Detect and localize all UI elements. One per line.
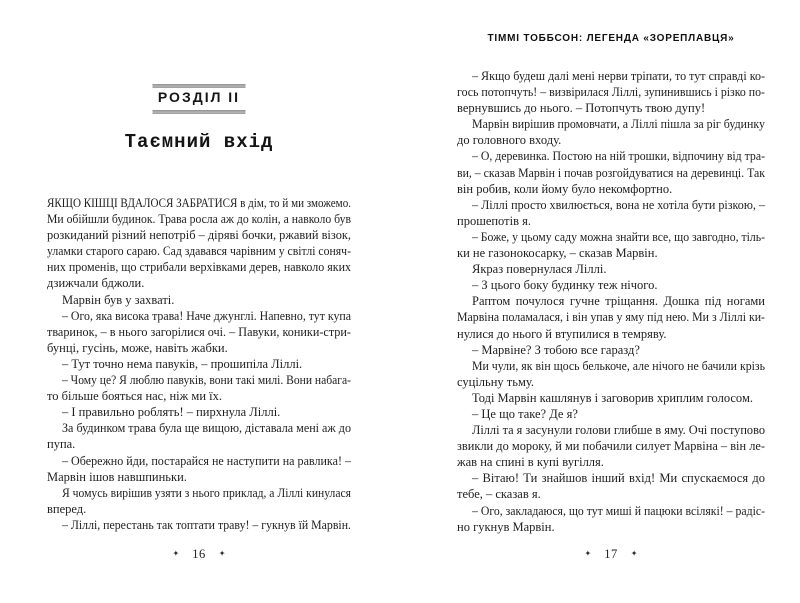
text-line: уламки старого сараю. Сад здавався чарівним у світлі соняч-	[47, 244, 351, 259]
text-line: но гукнув Марвін.	[457, 519, 555, 534]
text-line: пупа.	[47, 437, 76, 452]
text-line: вернувшись до нього. – Потопчуть твою дупу!	[457, 101, 706, 116]
left-page	[47, 0, 351, 603]
chapter-title: Таємний вхід	[124, 131, 274, 153]
diamond-ornament-icon: ✦	[584, 549, 592, 558]
text-line: розкиданий різний непотріб – діряві бочки, ржавий візок,	[47, 228, 351, 243]
text-line: – Ліллі просто хвилюється, вона не хотіла бути різкою, –	[472, 197, 765, 212]
left-page-body	[47, 195, 351, 533]
text-line: нулися до нього й втупилися в темряву.	[457, 326, 667, 341]
diamond-ornament-icon: ✦	[218, 549, 226, 558]
text-line: – Вітаю! Ти знайшов інший вхід! Ми спускаємося до	[472, 471, 765, 486]
text-line: – Ого, закладаюся, що тут миші й пацюки всілякі! – радіс-	[472, 503, 765, 518]
text-line: тваринок, – в нього загорілися очі. – Павуки, коники-стри-	[47, 324, 351, 339]
text-line: звикли до мороку, й ми побачили силует Марвіна – він ле-	[457, 439, 765, 454]
text-line: прошепотів я.	[457, 213, 531, 228]
text-line: вперед.	[47, 501, 87, 516]
text-line: них променів, що стрибали верхівками дерев, навколо яких	[47, 260, 351, 275]
text-line: – Ого, яка висока трава! Наче джунглі. Напевно, тут купа	[62, 308, 351, 323]
chapter-rule-top	[153, 84, 246, 88]
text-line: Марвін вирішив промовчати, а Ліллі пішла за ріг будинку	[472, 117, 765, 132]
text-line: Якраз повернулася Ліллі.	[472, 262, 607, 277]
chapter-label: РОЗДІЛ II	[157, 89, 241, 105]
text-line: Марвіна поламалася, і він упав у яму під нею. Ми з Ліллі ки-	[457, 310, 765, 325]
text-line: – Чому це? Я люблю павуків, вони такі милі. Вони набага-	[62, 373, 351, 388]
text-line: – Тут точно нема павуків, – прошипіла Ліллі.	[62, 356, 303, 371]
text-line: ви, – сказав Марвін і почав розгойдуватися на деревинці. Так	[457, 165, 765, 180]
text-line: – Це що таке? Де я?	[472, 406, 578, 421]
page-number: 16	[192, 546, 206, 561]
text-line: ки не газонокосарку, – сказав Марвін.	[457, 246, 658, 261]
text-line: до головного входу.	[457, 133, 562, 148]
text-line: – О, деревинка. Постою на ній трошки, відпочину від тра-	[472, 149, 765, 164]
running-header: ТІММІ ТОББСОН: ЛЕГЕНДА «ЗОРЕПЛАВЦЯ»	[487, 33, 735, 44]
text-line: – Обережно йди, постарайся не наступити на равлика! –	[62, 453, 351, 468]
text-line: Ми чули, як він щось белькоче, але нічого не бачили крізь	[472, 358, 765, 373]
text-line: Тоді Марвін кашлянув і заговорив хриплим голосом.	[472, 390, 753, 405]
text-line: – Ліллі, перестань так топтати траву! – гукнув їй Марвін.	[62, 517, 351, 532]
right-page	[457, 0, 765, 603]
text-line: бунці, гусінь, може, навіть жабки.	[47, 340, 228, 355]
text-line: тебе, – сказав я.	[457, 487, 541, 502]
text-line: то більше бояться нас, ніж ми їх.	[47, 389, 222, 404]
diamond-ornament-icon: ✦	[172, 549, 180, 558]
text-line: гось потопчуть! – визвірилася Ліллі, зупинившись і різко по-	[457, 85, 765, 100]
text-line: він робив, коли йому було некомфортно.	[457, 181, 673, 196]
text-line: – Якщо будеш далі мені нерви тріпати, то тут справді ко-	[472, 69, 765, 83]
diamond-ornament-icon: ✦	[630, 549, 638, 558]
text-line: – І правильно роблять! – пирхнула Ліллі.	[62, 405, 281, 420]
text-line: ЯКЩО КІШЦІ ВДАЛОСЯ ЗАБРАТИСЯ в дім, то й ми зможемо.	[47, 196, 351, 210]
right-page-footer	[457, 546, 765, 562]
text-line: Марвін ішов навшпиньки.	[47, 469, 187, 484]
text-line: жав на спині в купі вугілля.	[457, 455, 604, 470]
text-line: – З цього боку будинку теж нічого.	[472, 278, 658, 293]
text-line: суцільну тьму.	[457, 374, 534, 389]
text-line: За будинком трава була ще вищою, діставала мені аж до	[62, 421, 351, 436]
left-page-footer	[47, 546, 351, 562]
text-line: – Боже, у цьому саду можна знайти все, що завгодно, тіль-	[472, 229, 765, 244]
text-line: Я чомусь вирішив узяти з нього приклад, а Ліллі кинулася	[62, 485, 351, 500]
text-line: Ми обійшли будинок. Трава росла аж до колін, а навколо був	[47, 212, 351, 227]
text-line: Марвін був у захваті.	[62, 292, 175, 307]
right-page-body	[457, 68, 765, 535]
chapter-rule-bottom	[153, 110, 246, 114]
text-line: Раптом почулося гучне тріщання. Дошка під ногами	[472, 294, 765, 309]
text-line: дзижчали бджоли.	[47, 276, 145, 291]
page-number: 17	[604, 546, 618, 561]
text-line: – Марвіне? З тобою все гаразд?	[472, 342, 640, 357]
text-line: Ліллі та я засунули голови глибше в яму. Очі поступово	[472, 423, 765, 438]
